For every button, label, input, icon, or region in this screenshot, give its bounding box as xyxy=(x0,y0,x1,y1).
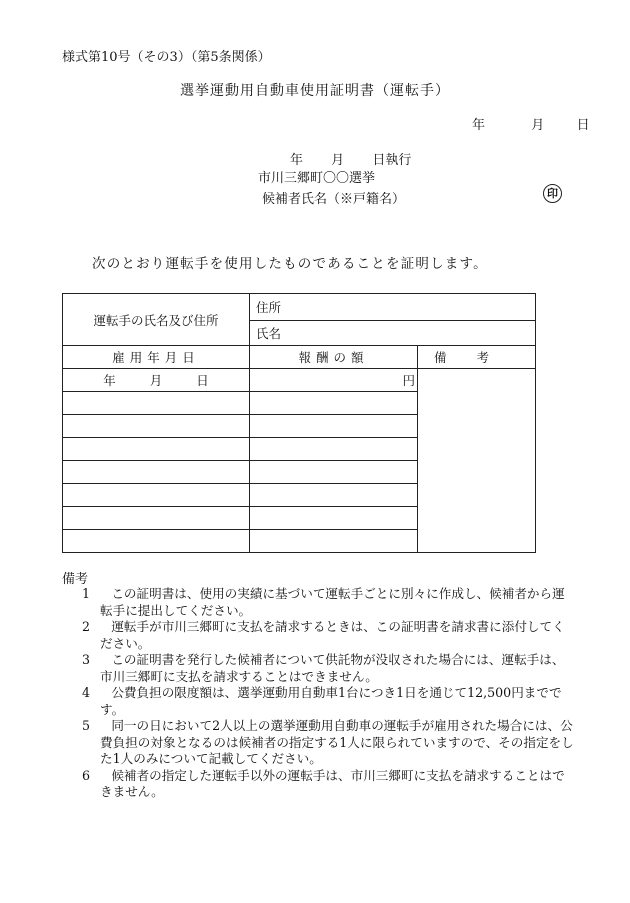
form-number: 様式第10号（その3）（第5条関係） xyxy=(62,50,271,65)
certificate-table xyxy=(62,293,536,553)
remarks-item-number: 2 xyxy=(81,619,90,634)
table-row xyxy=(63,369,536,392)
date-cell xyxy=(63,530,250,553)
yen-label: 円 xyxy=(402,373,415,388)
remarks-item xyxy=(62,768,577,801)
date-cell xyxy=(63,484,250,507)
issue-year-label: 年 xyxy=(472,118,486,133)
remarks-item-number: 3 xyxy=(81,652,90,667)
name-label: 氏名 xyxy=(256,326,282,341)
election-month-label: 月 xyxy=(331,153,345,168)
issue-day-label: 日 xyxy=(576,118,590,133)
amount-cell xyxy=(250,438,418,461)
remarks-item xyxy=(62,718,577,768)
date-cell xyxy=(63,461,250,484)
driver-label: 運転手の氏名及び住所 xyxy=(93,312,219,328)
remarks-item-number: 6 xyxy=(81,767,90,783)
remarks-heading: 備考 xyxy=(62,572,89,587)
address-cell xyxy=(250,294,536,321)
election-day-label: 日執行 xyxy=(372,153,412,168)
amount-cell xyxy=(250,461,418,484)
remarks-list xyxy=(62,586,577,801)
candidate-name-label: 候補者氏名（※戸籍名） xyxy=(262,192,406,207)
election-name: 市川三郷町〇〇選挙 xyxy=(258,171,376,186)
date-cell xyxy=(63,438,250,461)
remarks-item-number: 1 xyxy=(81,586,90,601)
amount-cell xyxy=(250,530,418,553)
remarks-item-text: この証明書を発行した候補者について供託物が没収された場合には、運転手は、市川三郷町に支払を請求することはできません。 xyxy=(100,652,565,684)
remarks-item xyxy=(62,685,577,718)
row-month-label: 月 xyxy=(149,373,163,388)
row-day-label: 日 xyxy=(196,373,209,388)
remarks-item-text: 公費負担の限度額は、選挙運動用自動車1台につき1日を通じて12,500円までです。 xyxy=(100,685,562,717)
issue-month-label: 月 xyxy=(531,118,545,133)
date-cell xyxy=(63,392,250,415)
remarks-item xyxy=(62,586,577,619)
document-title: 選挙運動用自動車使用証明書（運転手） xyxy=(180,83,450,99)
driver-label-cell xyxy=(63,294,250,346)
date-cell xyxy=(63,415,250,438)
amount-cell xyxy=(250,415,418,438)
row-year-label: 年 xyxy=(103,373,116,388)
remarks-item-number: 4 xyxy=(81,685,90,700)
remarks-item xyxy=(62,652,577,685)
header-remarks: 備考 xyxy=(418,346,536,369)
date-cell xyxy=(63,369,250,392)
name-cell xyxy=(250,321,536,346)
amount-cell xyxy=(250,392,418,415)
remarks-cell xyxy=(418,369,536,553)
amount-cell xyxy=(250,369,418,392)
header-employment-date: 雇用年月日 xyxy=(63,346,250,369)
remarks-item-text: この証明書は、使用の実績に基づいて運転手ごとに別々に作成し、候補者から運転手に提出してください。 xyxy=(100,586,565,618)
date-cell xyxy=(63,507,250,530)
remarks-item-text: 候補者の指定した運転手以外の運転手は、市川三郷町に支払を請求することはできません。 xyxy=(100,767,565,799)
election-date xyxy=(290,149,411,168)
remarks-item-text: 運転手が市川三郷町に支払を請求するときは、この証明書を請求書に添付してください。 xyxy=(100,619,565,651)
remarks-item xyxy=(62,619,577,652)
amount-cell xyxy=(250,484,418,507)
seal-mark: 印 xyxy=(543,184,562,203)
issue-date xyxy=(472,114,590,133)
remarks-item-text: 同一の日において2人以上の選挙運動用自動車の運転手が雇用された場合には、公費負担の対象となるのは候補者の指定する1人に限られていますので、その指定をした1人のみについて記載してください。 xyxy=(100,718,574,766)
remarks-item-number: 5 xyxy=(81,718,90,733)
address-label: 住所 xyxy=(256,300,282,315)
header-payment-amount: 報酬の額 xyxy=(250,346,418,369)
election-year-label: 年 xyxy=(290,153,304,168)
certification-statement: 次のとおり運転手を使用したものであることを証明します。 xyxy=(92,256,488,272)
amount-cell xyxy=(250,507,418,530)
